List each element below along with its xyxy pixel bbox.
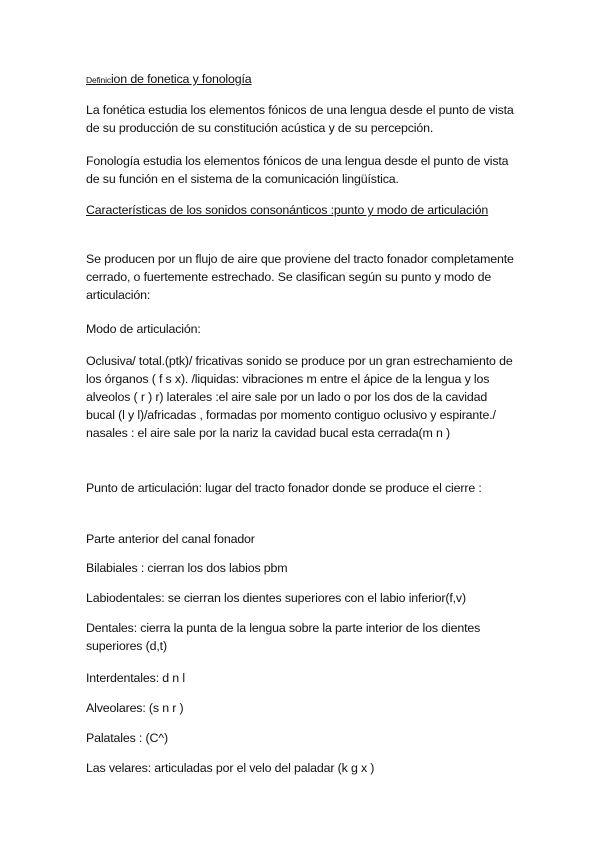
paragraph-modo-articulacion: Oclusiva/ total.(ptk)/ fricativas sonido se produce por un gran estrechamiento de los órganos ( f s x). /liquidas: vibraciones m entre el ápice de la lengua y los alveolos ( r ) r) laterales :el aire sale por un lado o por los dos de la cavidad bucal (l y l)/africadas , formadas por momento contiguo oclusivo y espirante./ nasales : el aire sale por la nariz la cavidad bucal esta cerrada(m n ) (86, 354, 513, 440)
paragraph-dentales: Dentales: cierra la punta de la lengua sobre la parte interior de los dientes superiores (d,t) (86, 621, 481, 653)
heading-punto-articulacion: Punto de articulación: lugar del tracto fonador donde se produce el cierre : (86, 481, 482, 495)
document-title (86, 70, 518, 89)
paragraph-fonetica: La fonética estudia los elementos fónicos de una lengua desde el punto de vista de su producción de su constitución acústica y de su percepción. (86, 103, 514, 135)
paragraph-fonologia: Fonología estudia los elementos fónicos de una lengua desde el punto de vista de su función en el sistema de la comunicación lingüística. (86, 154, 509, 186)
document-title-text: ion de fonetica y fonología (110, 72, 252, 86)
paragraph-velares: Las velares: articuladas por el velo del paladar (k g x ) (86, 761, 375, 775)
paragraph-palatales: Palatales : (C^) (86, 731, 168, 745)
paragraph-bilabiales: Bilabiales : cierran los dos labios pbm (86, 561, 288, 575)
heading-modo-articulacion: Modo de articulación: (86, 322, 201, 336)
heading-caracteristicas: Características de los sonidos consonánticos :punto y modo de articulación (86, 203, 489, 217)
paragraph-alveolares: Alveolares: (s n r ) (86, 701, 184, 715)
paragraph-interdentales: Interdentales: d n l (86, 671, 185, 685)
document-title-prefix: Definic (86, 75, 111, 85)
paragraph-se-producen: Se producen por un flujo de aire que proviene del tracto fonador completamente cerrado, o fuertemente estrechado. Se clasifican según su punto y modo de articulación: (86, 252, 514, 302)
paragraph-parte-anterior: Parte anterior del canal fonador (86, 532, 255, 546)
paragraph-labiodentales: Labiodentales: se cierran los dientes superiores con el labio inferior(f,v) (86, 591, 466, 605)
